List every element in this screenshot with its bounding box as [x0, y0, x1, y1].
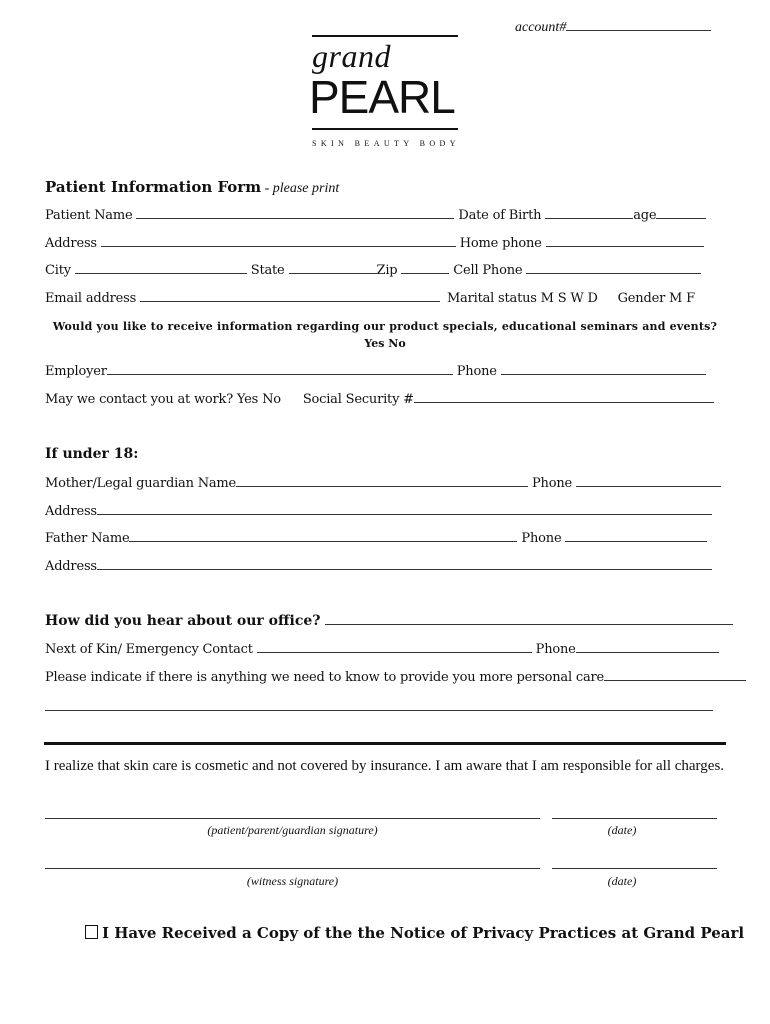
father-label: Father Name [45, 531, 130, 546]
ssn-label: Social Security # [302, 392, 414, 407]
age-field[interactable] [656, 207, 706, 219]
privacy-label: I Have Received a Copy of the the Notice of Privacy Practices at Grand Pearl [102, 924, 745, 942]
personal-care-line[interactable] [45, 710, 713, 711]
email-row [45, 290, 695, 306]
privacy-row [85, 924, 744, 942]
patient-name-row [45, 207, 706, 223]
hear-field[interactable] [325, 613, 733, 625]
employer-phone-field[interactable] [501, 363, 706, 375]
info-options[interactable]: Yes No [364, 337, 406, 350]
home-phone-field[interactable] [546, 235, 704, 247]
gender-label: Gender M F [617, 291, 695, 306]
hear-label: How did you hear about our office? [45, 613, 321, 629]
personal-care-row [45, 669, 746, 685]
info-question: Would you like to receive information regarding our product specials, educational seminars and events? [52, 320, 718, 333]
patient-name-label: Patient Name [45, 208, 133, 223]
city-label: City [45, 263, 71, 278]
patient-name-field[interactable] [136, 207, 454, 219]
logo-main: PEARL [309, 71, 455, 123]
dob-label: Date of Birth [458, 208, 542, 223]
employer-label: Employer [45, 364, 107, 379]
email-field[interactable] [140, 290, 440, 302]
ssn-field[interactable] [414, 391, 714, 403]
employer-field[interactable] [107, 363, 453, 375]
form-title-suffix: - please print [261, 181, 340, 196]
date-line-2[interactable] [552, 868, 717, 869]
state-field[interactable] [289, 262, 377, 274]
hear-row [45, 613, 733, 629]
form-title-main: Patient Information Form [45, 178, 262, 196]
logo-script: grand [312, 38, 391, 74]
mother-phone-field[interactable] [576, 475, 721, 487]
kin-phone-field[interactable] [576, 641, 719, 653]
kin-phone-label: Phone [535, 642, 576, 657]
witness-signature-line[interactable] [45, 868, 540, 869]
minor-address-field-1[interactable] [97, 503, 712, 515]
home-phone-label: Home phone [459, 236, 542, 251]
personal-care-label: Please indicate if there is anything we need to know to provide you more personal care [45, 670, 605, 685]
patient-signature-line[interactable] [45, 818, 540, 819]
patient-signature-caption: (patient/parent/guardian signature) [207, 823, 378, 837]
logo-rule [312, 128, 458, 130]
form-title [45, 178, 339, 197]
section-divider [44, 742, 726, 745]
address-row [45, 235, 704, 251]
dob-field[interactable] [545, 207, 633, 219]
zip-label: Zip [376, 263, 398, 278]
address-field[interactable] [101, 235, 456, 247]
zip-field[interactable] [401, 262, 449, 274]
minor-heading: If under 18: [45, 446, 139, 462]
marital-status-label: Marital status M S W D [446, 291, 598, 306]
personal-care-field[interactable] [604, 669, 746, 681]
mother-label: Mother/Legal guardian Name [45, 476, 237, 491]
mother-phone-label: Phone [532, 476, 573, 491]
minor-address-row-1 [45, 503, 712, 519]
mother-field[interactable] [236, 475, 528, 487]
next-of-kin-label: Next of Kin/ Emergency Contact [45, 642, 253, 657]
age-label: age [633, 208, 657, 223]
minor-address-field-2[interactable] [97, 558, 712, 570]
consent-statement: I realize that skin care is cosmetic and not covered by insurance. I am aware that I am responsible for all charges. [45, 758, 725, 774]
minor-address-label-2: Address [45, 559, 97, 574]
next-of-kin-row [45, 641, 719, 657]
employer-row [45, 363, 706, 379]
cell-phone-label: Cell Phone [453, 263, 523, 278]
minor-address-label-1: Address [45, 504, 97, 519]
employer-phone-label: Phone [456, 364, 497, 379]
father-phone-label: Phone [521, 531, 562, 546]
city-row [45, 262, 701, 278]
witness-signature-caption: (witness signature) [246, 874, 339, 888]
date-caption-1: (date) [607, 823, 637, 837]
contact-work-label[interactable]: May we contact you at work? Yes No [45, 392, 281, 407]
account-field[interactable] [515, 19, 711, 36]
privacy-checkbox[interactable] [85, 925, 98, 939]
mother-row [45, 475, 721, 491]
work-contact-row [45, 391, 714, 407]
account-label: account# [515, 20, 567, 35]
minor-address-row-2 [45, 558, 712, 574]
top-rule [312, 35, 458, 37]
cell-phone-field[interactable] [526, 262, 701, 274]
logo-tagline: SKIN BEAUTY BODY [312, 139, 460, 148]
date-line-1[interactable] [552, 818, 717, 819]
email-label: Email address [45, 291, 137, 306]
account-blank[interactable] [566, 19, 711, 31]
city-field[interactable] [75, 262, 247, 274]
father-row [45, 530, 707, 546]
father-field[interactable] [129, 530, 517, 542]
father-phone-field[interactable] [565, 530, 707, 542]
state-label: State [250, 263, 285, 278]
next-of-kin-field[interactable] [257, 641, 532, 653]
address-label: Address [45, 236, 97, 251]
date-caption-2: (date) [607, 874, 637, 888]
